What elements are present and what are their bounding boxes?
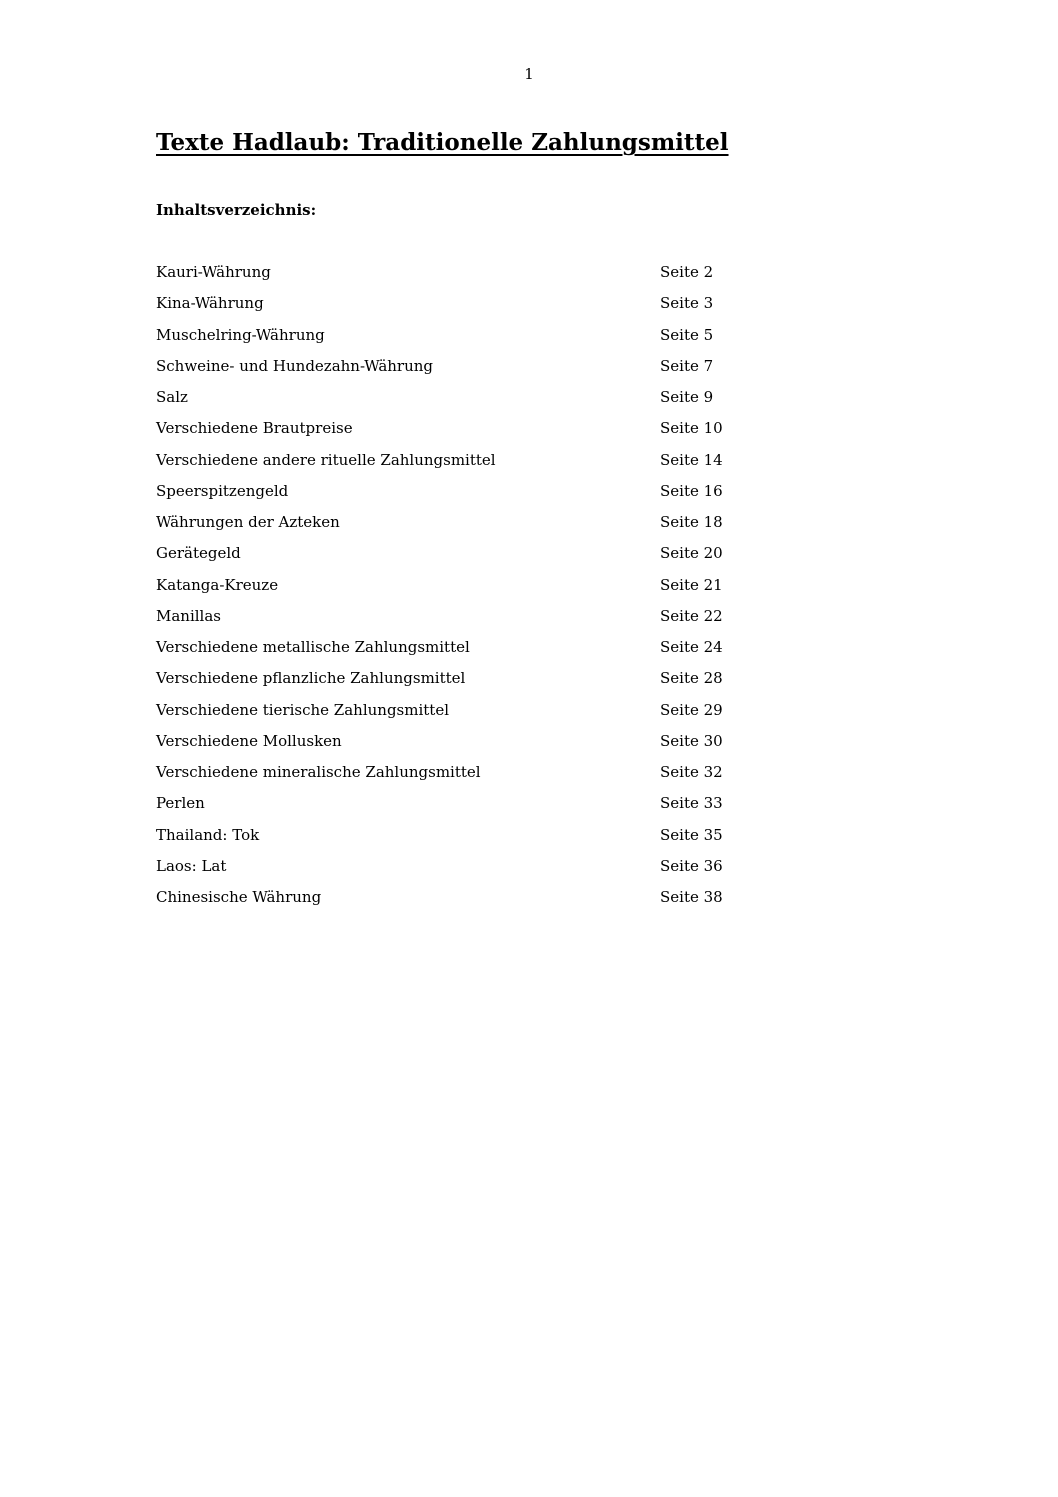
toc-entry-page: Seite 28 [660, 669, 723, 688]
toc-entry-page: Seite 10 [660, 419, 723, 438]
toc-entry [156, 885, 756, 916]
toc-entry-title: Verschiedene andere rituelle Zahlungsmittel [156, 450, 496, 469]
toc-entry [156, 573, 756, 604]
toc-entry [156, 479, 756, 510]
toc-entry-page: Seite 33 [660, 794, 723, 813]
toc-entry-page: Seite 14 [660, 450, 723, 469]
toc-entry-title: Thailand: Tok [156, 825, 260, 844]
toc-entry [156, 416, 756, 447]
toc-entry [156, 323, 756, 354]
toc-entry [156, 760, 756, 791]
toc-entry-title: Laos: Lat [156, 856, 227, 875]
toc-entry-title: Muschelring-Währung [156, 325, 325, 344]
toc-entry [156, 729, 756, 760]
toc-entry-page: Seite 29 [660, 700, 723, 719]
toc-entry-page: Seite 2 [660, 263, 714, 281]
toc-entry-title: Währungen der Azteken [156, 513, 340, 531]
toc-entry-page: Seite 16 [660, 481, 723, 500]
toc-entry [156, 448, 756, 479]
toc-entry-page: Seite 3 [660, 294, 714, 313]
toc-entry [156, 823, 756, 854]
toc-entry-title: Speerspitzengeld [156, 481, 289, 500]
toc-entry-title: Kina-Währung [156, 294, 264, 313]
toc-entry-title: Katanga-Kreuze [156, 575, 279, 594]
toc-entry [156, 698, 756, 729]
toc-entry [156, 541, 756, 572]
toc-entry-page: Seite 24 [660, 638, 723, 656]
toc-entry-page: Seite 38 [660, 888, 723, 906]
table-of-contents [156, 260, 756, 916]
toc-entry-title: Manillas [156, 606, 221, 625]
toc-entry-page: Seite 5 [660, 325, 714, 344]
toc-entry-title: Verschiedene mineralische Zahlungsmittel [156, 763, 481, 781]
toc-entry-title: Salz [156, 388, 188, 406]
toc-entry [156, 666, 756, 697]
toc-entry-title: Schweine- und Hundezahn-Währung [156, 356, 434, 375]
toc-entry-title: Verschiedene Mollusken [156, 731, 342, 750]
page-number: 1 [524, 65, 534, 83]
toc-entry-title: Verschiedene metallische Zahlungsmittel [156, 638, 470, 656]
toc-entry [156, 791, 756, 822]
document-title: Texte Hadlaub: Traditionelle Zahlungsmittel [156, 129, 729, 156]
toc-entry [156, 354, 756, 385]
toc-entry-title: Perlen [156, 794, 205, 813]
toc-entry-title: Verschiedene pflanzliche Zahlungsmittel [156, 669, 466, 688]
toc-entry-page: Seite 7 [660, 356, 714, 375]
toc-entry-page: Seite 20 [660, 544, 723, 563]
toc-entry [156, 260, 756, 291]
toc-entry-page: Seite 32 [660, 763, 723, 781]
toc-entry [156, 604, 756, 635]
toc-entry [156, 510, 756, 541]
toc-entry-title: Chinesische Währung [156, 888, 322, 906]
toc-entry-page: Seite 30 [660, 731, 723, 750]
toc-heading: Inhaltsverzeichnis: [156, 201, 317, 219]
toc-entry-page: Seite 36 [660, 856, 723, 875]
toc-entry-title: Verschiedene tierische Zahlungsmittel [156, 700, 449, 719]
toc-entry [156, 854, 756, 885]
toc-entry-page: Seite 21 [660, 575, 723, 594]
toc-entry-title: Verschiedene Brautpreise [156, 419, 353, 438]
toc-entry [156, 635, 756, 666]
toc-entry [156, 385, 756, 416]
toc-entry-title: Kauri-Währung [156, 263, 271, 281]
toc-entry-title: Gerätegeld [156, 544, 241, 563]
toc-entry-page: Seite 22 [660, 606, 723, 625]
toc-entry [156, 291, 756, 322]
toc-entry-page: Seite 35 [660, 825, 723, 844]
toc-entry-page: Seite 18 [660, 513, 723, 531]
toc-entry-page: Seite 9 [660, 388, 714, 406]
